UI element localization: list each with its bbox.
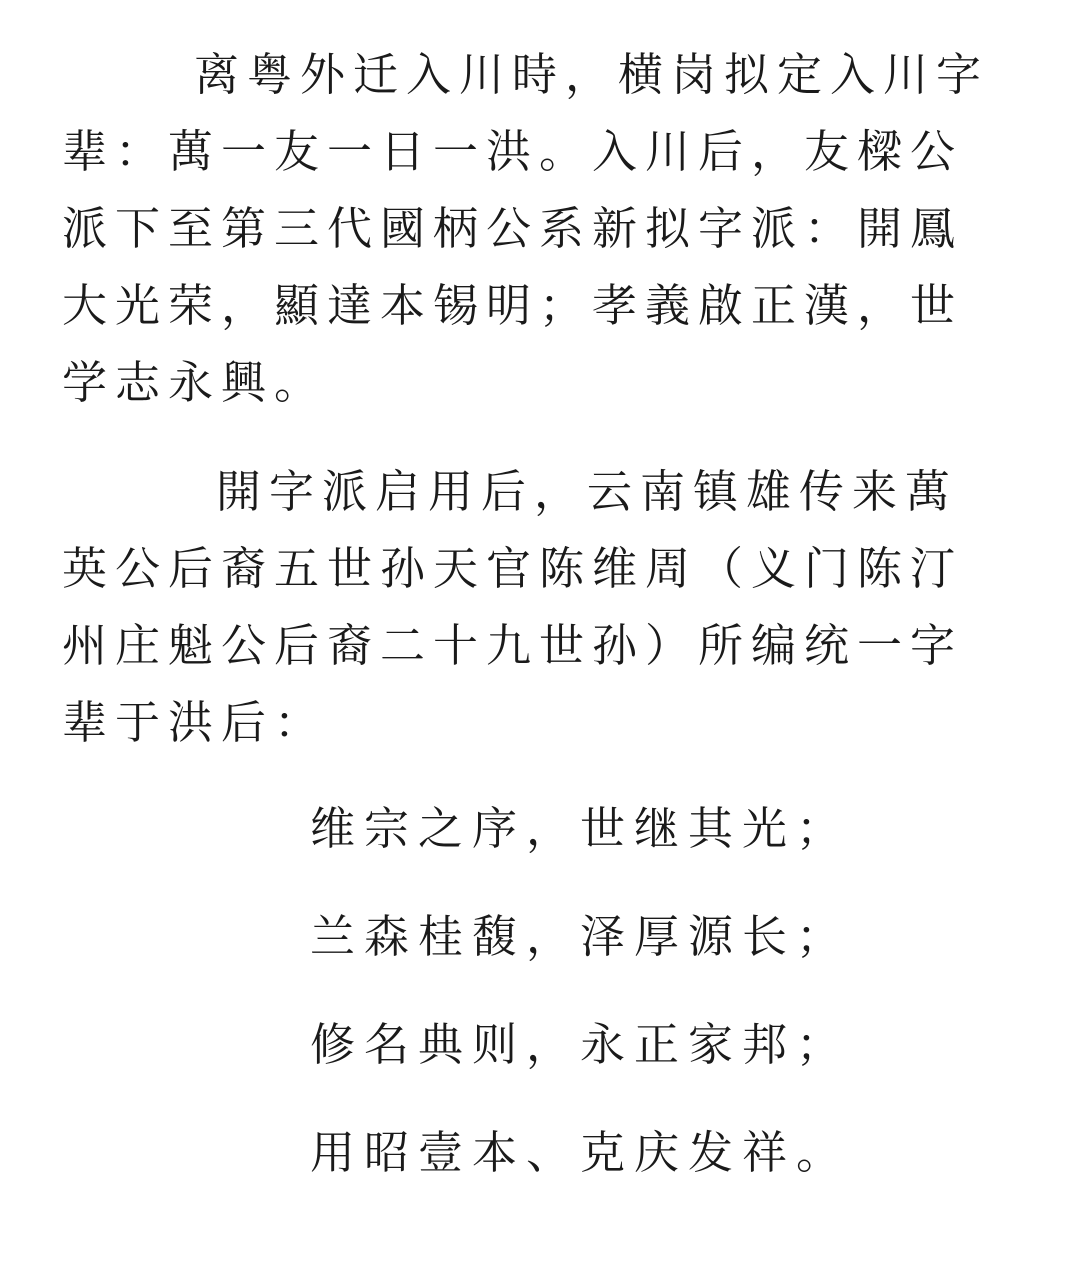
paragraph-line: 辈于洪后： (62, 696, 328, 749)
paragraph-line: 州庄魁公后裔二十九世孙）所编统一字 (62, 619, 964, 672)
verse-line: 维宗之序，世继其光； (310, 802, 851, 855)
generation-verse (310, 775, 950, 1207)
paragraph-migration (62, 36, 992, 421)
paragraph-line: 派下至第三代國柄公系新拟字派：開鳳 (62, 202, 964, 255)
verse-line: 兰森桂馥，泽厚源长； (310, 910, 851, 963)
paragraph-unified-generation-names (62, 453, 992, 761)
paragraph-line: 英公后裔五世孙天官陈维周（义门陈汀 (62, 542, 964, 595)
verse-line: 用昭壹本、克庆发祥。 (310, 1126, 851, 1179)
verse-line: 修名典则，永正家邦； (310, 1018, 851, 1071)
paragraph-line: 学志永興。 (62, 356, 328, 409)
paragraph-line: 大光荣，顯達本锡明；孝義啟正漢，世 (62, 279, 964, 332)
paragraph-line: 辈：萬一友一日一洪。入川后，友樑公 (62, 125, 964, 178)
paragraph-line: 离粤外迁入川時，横岗拟定入川字 (194, 48, 990, 101)
paragraph-line: 開字派启用后，云南镇雄传来萬 (216, 465, 959, 518)
